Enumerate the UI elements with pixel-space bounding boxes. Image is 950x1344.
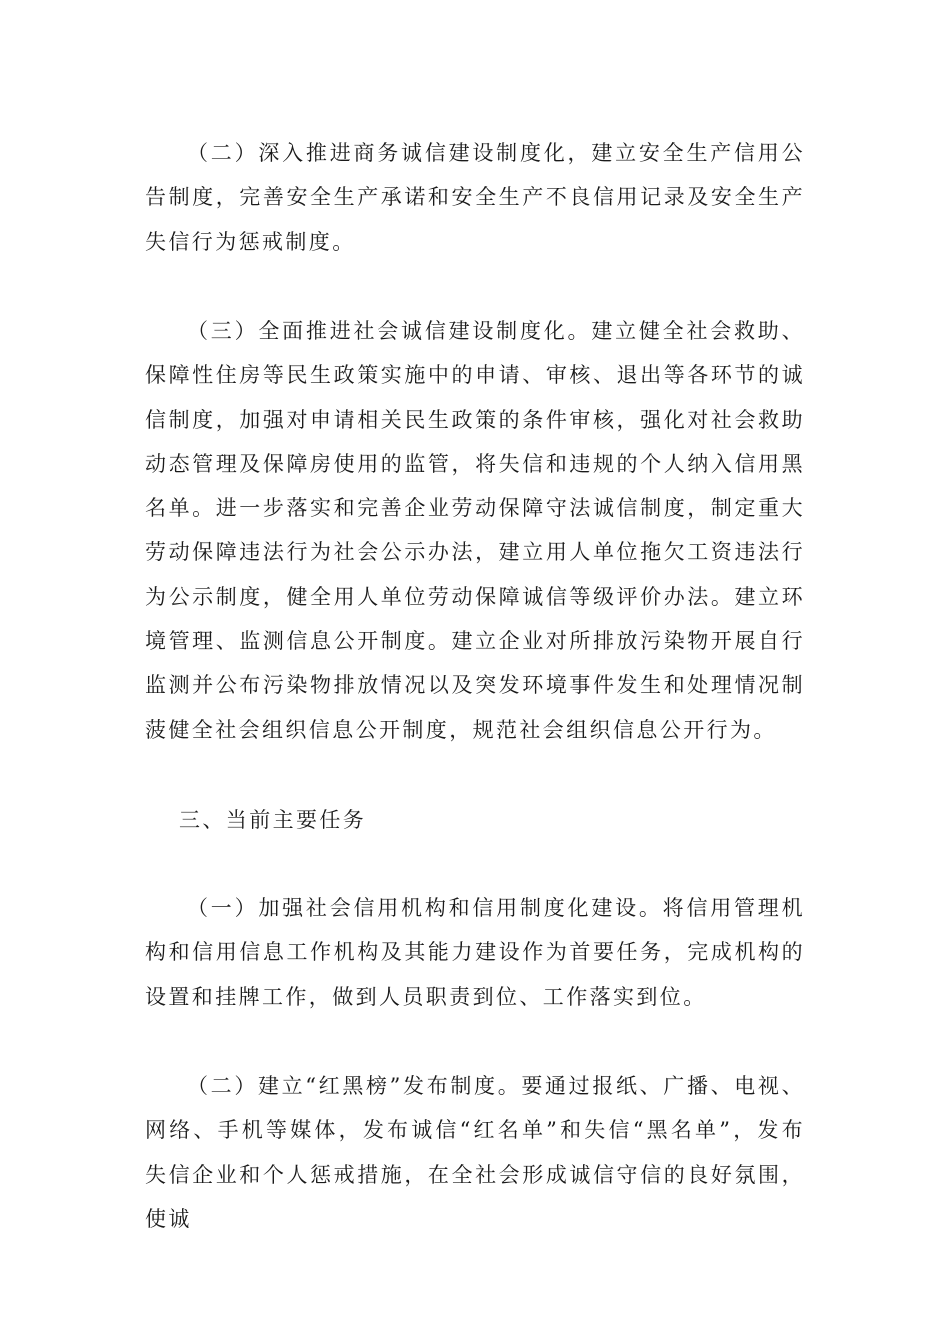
paragraph-credit-institutions: （一）加强社会信用机构和信用制度化建设。将信用管理机构和信用信息工作机构及其能力建设作为首要任务，完成机构的设置和挂牌工作，做到人员职责到位、工作落实到位。 xyxy=(145,896,805,1009)
paragraph-commercial-integrity: （二）深入推进商务诚信建设制度化，建立安全生产信用公告制度，完善安全生产承诺和安全生产不良信用记录及安全生产失信行为惩戒制度。 xyxy=(145,141,805,254)
section-heading-main-tasks: 三、当前主要任务 xyxy=(179,808,367,832)
paragraph-social-integrity: （三）全面推进社会诚信建设制度化。建立健全社会救助、保障性住房等民生政策实施中的申请、审核、退出等各环节的诚信制度，加强对申请相关民生政策的条件审核，强化对社会救助动态管理及保障房使用的监管，将失信和违规的个人纳入信用黑名单。进一步落实和完善企业劳动保障守法诚信制度，制定重大劳动保障违法行为社会公示办法，建立用人单位拖欠工资违法行为公示制度，健全用人单位劳动保障诚信等级评价办法。建立环境管理、监测信息公开制度。建立企业对所排放污染物开展自行监测并公布污染物排放情况以及突发环境事件发生和处理情况制菠健全社会组织信息公开制度，规范社会组织信息公开行为。 xyxy=(145,319,805,742)
paragraph-red-black-list: （二）建立“红黑榜”发布制度。要通过报纸、广播、电视、网络、手机等媒体，发布诚信“红名单”和失信“黑名单”，发布失信企业和个人惩戒措施，在全社会形成诚信守信的良好氛围，使诚 xyxy=(145,1074,805,1231)
